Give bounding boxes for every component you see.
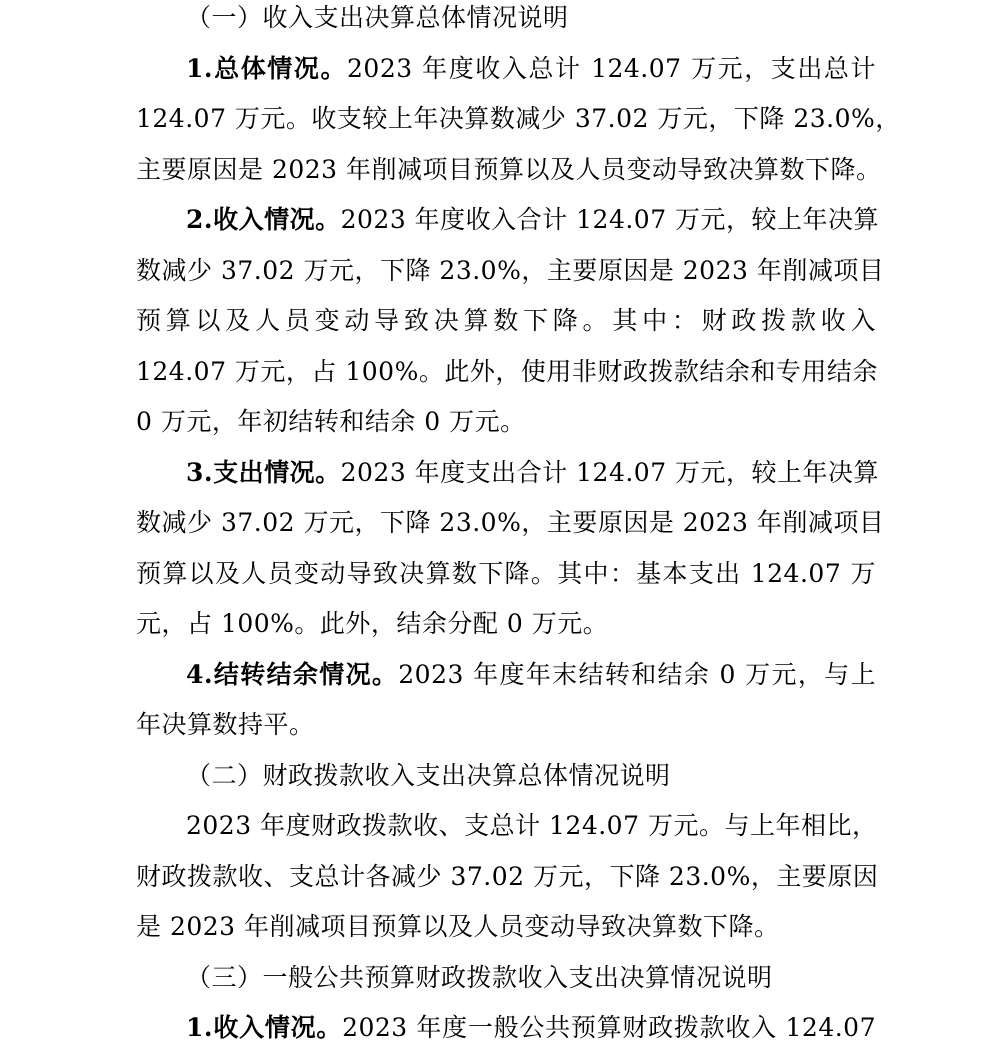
- paragraph-expense-line-2: 数减少 37.02 万元，下降 23.0%，主要原因是 2023 年削减项目: [136, 508, 885, 537]
- paragraph-lead-expense: 3.支出情况。: [186, 458, 341, 487]
- paragraph-lead-carryover: 4.结转结余情况。: [186, 660, 399, 689]
- paragraph-expense-line-4: 元，占 100%。此外，结余分配 0 万元。: [136, 609, 609, 638]
- paragraph-carryover-line-2: 年决算数持平。: [136, 710, 315, 739]
- section-heading-3: （三）一般公共预算财政拨款收入支出决算情况说明: [186, 963, 773, 992]
- paragraph-text: 2023 年度收入总计 124.07 万元，支出总计: [347, 54, 876, 83]
- paragraph-fiscal-line-3: 是 2023 年削减项目预算以及人员变动导致决算数下降。: [136, 912, 780, 941]
- paragraph-fiscal-line-2: 财政拨款收、支总计各减少 37.02 万元，下降 23.0%，主要原因: [136, 862, 879, 891]
- paragraph-overall-line-1: [186, 52, 876, 86]
- paragraph-income-line-1: [186, 203, 880, 237]
- paragraph-income-line-4: 124.07 万元，占 100%。此外，使用非财政拨款结余和专用结余: [136, 357, 878, 386]
- paragraph-text: 2023 年度年末结转和结余 0 万元，与上: [398, 660, 876, 689]
- paragraph-expense-line-3: 预算以及人员变动导致决算数下降。其中：基本支出 124.07 万: [136, 559, 876, 588]
- paragraph-overall-line-2: 124.07 万元。收支较上年决算数减少 37.02 万元，下降 23.0%，: [136, 104, 901, 133]
- paragraph-general-budget-line-1: [186, 1011, 876, 1045]
- paragraph-lead-income: 2.收入情况。: [186, 205, 341, 234]
- section-heading-2: （二）财政拨款收入支出决算总体情况说明: [186, 761, 671, 790]
- section-heading-1: （一）收入支出决算总体情况说明: [186, 3, 569, 32]
- paragraph-lead-general-income: 1.收入情况。: [186, 1013, 343, 1042]
- paragraph-overall-line-3: 主要原因是 2023 年削减项目预算以及人员变动导致决算数下降。: [136, 155, 882, 184]
- paragraph-fiscal-line-1: 2023 年度财政拨款收、支总计 124.07 万元。与上年相比，: [186, 811, 878, 840]
- paragraph-carryover-line-1: [186, 658, 876, 692]
- paragraph-text: 2023 年度支出合计 124.07 万元，较上年决算: [340, 458, 880, 487]
- paragraph-expense-line-1: [186, 456, 880, 490]
- paragraph-text: 2023 年度一般公共预算财政拨款收入 124.07: [342, 1013, 876, 1042]
- paragraph-text: 2023 年度收入合计 124.07 万元，较上年决算: [340, 205, 880, 234]
- paragraph-income-line-5: 0 万元，年初结转和结余 0 万元。: [136, 407, 526, 436]
- paragraph-income-line-2: 数减少 37.02 万元，下降 23.0%，主要原因是 2023 年削减项目: [136, 256, 885, 285]
- paragraph-income-line-3: 预算以及人员变动导致决算数下降。其中：财政拨款收入: [136, 306, 876, 335]
- paragraph-lead-overall: 1.总体情况。: [186, 54, 348, 83]
